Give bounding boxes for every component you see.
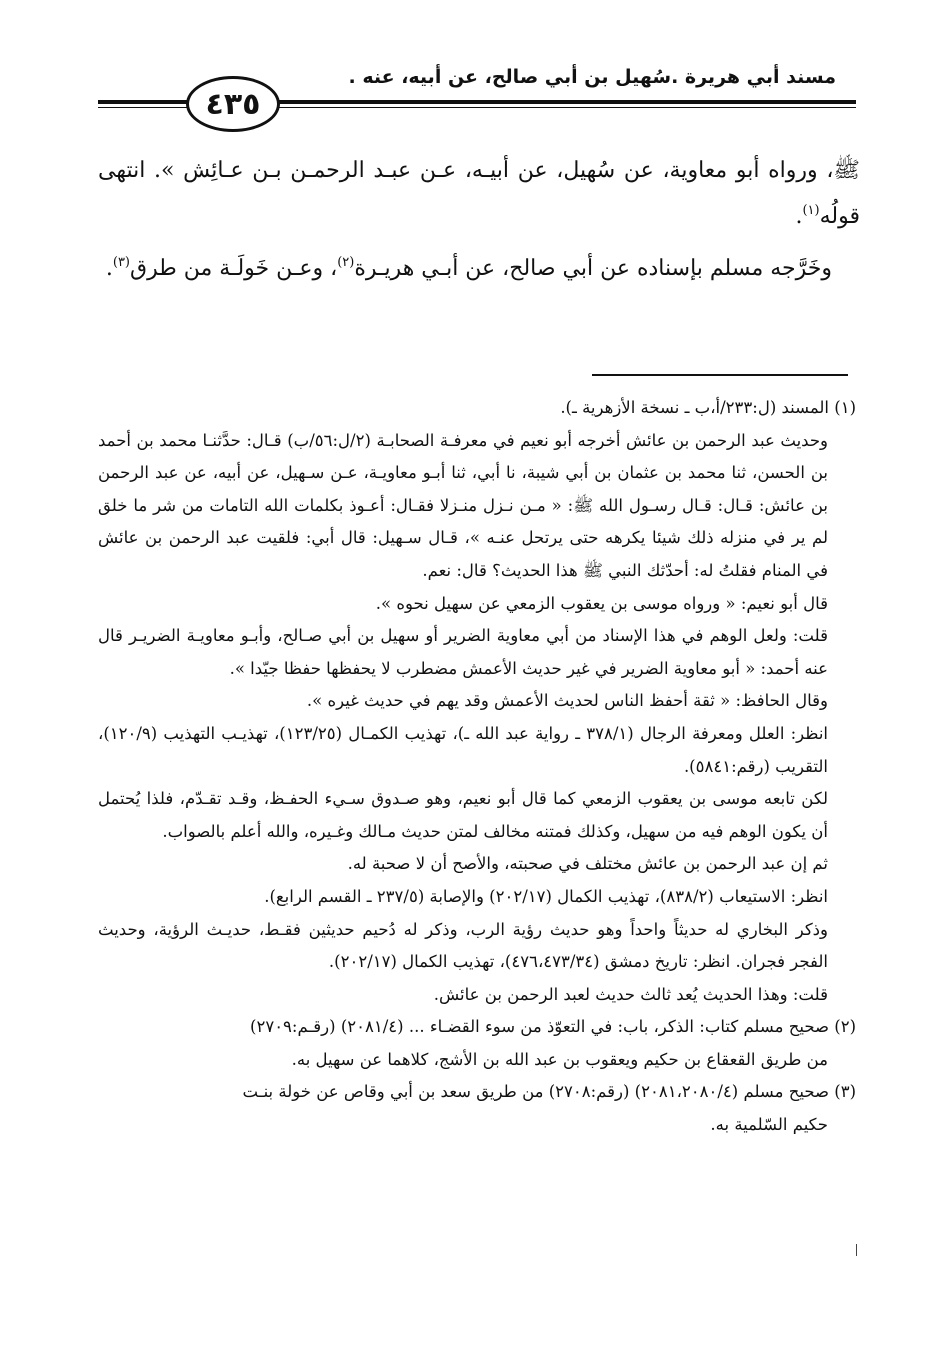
footnote-1-paragraph: وقال الحافظ: « ثقة أحفظ الناس لحديث الأعمش وقد يهم في حديث غيره ».: [306, 691, 828, 711]
footnote-2-paragraph: من طريق القعقاع بن حكيم ويعقوب بن عبد الله بن الأشج، كلاهما عن سهيل به.: [291, 1049, 828, 1069]
footnote-1-paragraph: انظر: العلل ومعرفة الرجال (٣٧٨/١ ـ رواية عبد الله ـ)، تهذيب الكمـال (١٢٣/٢٥)، تهذيـب التهذيب (١٢٠/٩)، التقريب (رقم:٥٨٤١).: [98, 723, 828, 776]
page-number-badge: [186, 76, 280, 132]
footnotes: [98, 392, 856, 1142]
footnote-1-paragraph: وذكر البخاري له حديثاً واحداً وهو حديث رؤية الرب، وذكر له دُحيم حديثين فقـط، حديـث الرؤية، وحديث الفجر فجران. انظر: تاريخ دمشق (٤٧٦،٤٧٣/٣٤)، تهذيب الكمال (٢٠٢/١٧).: [98, 919, 828, 972]
footnote-3-paragraph: حكيم السّلمية به.: [710, 1115, 828, 1135]
footnote-1-paragraph: قلت: ولعل الوهم في هذا الإسناد من أبي معاوية الضرير أو سهيل بن أبي صـالح، وأبـو معاويـة الضريـر قال عنه أحمد: « أبو معاوية الضرير في غير حديث الأعمش مضطرب لا يحفظها حفظا جيّدا ».: [98, 626, 828, 678]
main-paragraph-1: ﷺ، ورواه أبو معاوية، عن سُهيل، عن أبيـه، عـن عبـد الرحمـن بـن عـائِش ». انتهى قولُه$^{(١)}$.: [98, 158, 860, 229]
footnote-2-body: [98, 1044, 856, 1077]
footnote-1-paragraph: لكن تابعه موسى بن يعقوب الزمعي كما قال أبو نعيم، وهو صـدوق سـيء الحفـظ، وقـد تقـدّم، فلذا يُحتمل أن يكون الوهم فيه من سهيل، وكذلك فمتنه مخالف لمتن حديث مـالك وغـيره، والله أعلم بالصواب.: [98, 789, 828, 841]
margin-mark: [856, 1244, 857, 1256]
footnote-3-heading: (٣) صحيح مسلم (٢٠٨١،٢٠٨٠/٤) (رقم:٢٧٠٨) من طريق سعد بن أبي وقاص عن خولة بنـت: [242, 1082, 856, 1102]
page-number: ٤٣٥: [205, 86, 261, 122]
main-paragraph-2: وخَرَّجه مسلم بإسناده عن أبي صالح، عن أبـي هريـرة$^{(٢)}$، وعـن خَولَـة من طرق$^{(٣)}$.: [105, 255, 832, 281]
footnote-1-paragraph: قلت: وهذا الحديث يُعد ثالث حديث لعبد الرحمن بن عائش.: [433, 984, 828, 1004]
footnote-1-body: [98, 425, 856, 1012]
footnote-1-paragraph: انظر: الاستيعاب (٨٣٨/٢)، تهذيب الكمال (٢٠٢/١٧) والإصابة (٢٣٧/٥ ـ القسم الرابع).: [264, 886, 828, 906]
footnote-1-heading: (١) المسند (ل:٢٣٣/أ،ب ـ نسخة الأزهرية ـ).: [560, 398, 856, 417]
footnote-separator: [592, 374, 848, 376]
footnote-1-paragraph: وحديث عبد الرحمن بن عائش أخرجه أبو نعيم في معرفـة الصحابـة (٢/ل:٥٦/ب) قـال: حدَّثنـا محمد بن أحمد بن الحسن، ثنا محمد بن عثمان بن أبي شيبة، نا أبي، ثنا أبـو معاويـة، عـن سـهيل، عن أبيه، عن عبد الرحمن بن عائش: قـال: قـال رسـول الله ﷺ: « مـن نـزل منـزلا فقـال: أعـوذ بكلمات الله التامات من شر ما خلق لم ير في منزله ذلك شيئا يكرهه حتى يرتحل عنـه »، قـال سـهيل: قال أبي: فلقيت عبد الرحمن بن عائش في المنام فقلتُ له: أحدّثك النبي ﷺ هذا الحديث؟ قال: نعم.: [98, 430, 828, 580]
footnote-ref-3[interactable]: (٣): [112, 255, 130, 270]
footnote-ref-2[interactable]: (٢): [337, 255, 355, 270]
footnote-1-paragraph: ثم إن عبد الرحمن بن عائش مختلف في صحبته، والأصح أن لا صحبة له.: [347, 854, 828, 874]
running-header-title: مسند أبي هريرة .سُهيل بن أبي صالح، عن أبيه، عنه .: [348, 66, 836, 88]
footnote-1-paragraph: قال أبو نعيم: « ورواه موسى بن يعقوب الزمعي عن سهيل نحوه ».: [375, 593, 828, 613]
main-text: [98, 148, 860, 292]
footnote-3-body: [98, 1109, 856, 1142]
footnote-ref-1[interactable]: (١): [802, 203, 820, 218]
footnote-2-heading: (٢) صحيح مسلم كتاب: الذكر، باب: في التعوّذ من سوء القضـاء ... (٢٠٨١/٤) (رقـم:٢٧٠٩): [250, 1017, 856, 1037]
